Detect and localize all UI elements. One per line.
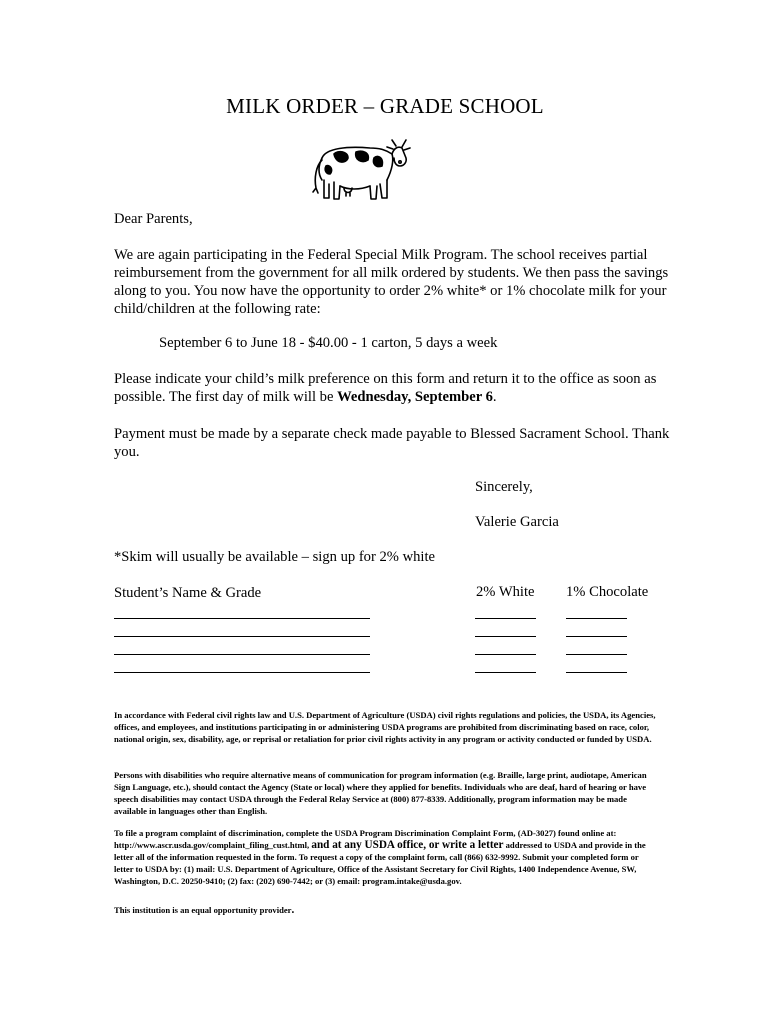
complaint-text-b: addressed to USDA and provide in the letter all of the information requested in the form. To request a copy of the complaint form, call (866) 632-9992. Submit your completed form or letter to USDA by: (1) mail: U.S. Department of Agriculture, Office of the Assistant Secretary for Civil Rights, 1400 Independence Avenue, SW, Washington, D.C. 20250-9410; (2) fax: (202) 690-7442; or (3) email: program.intake@usda.gov. — [114, 839, 646, 886]
white-milk-line[interactable] — [475, 672, 536, 673]
equal-opportunity-text: This institution is an equal opportunity provider — [114, 905, 292, 915]
white-milk-line[interactable] — [475, 618, 536, 619]
closing: Sincerely, — [475, 479, 533, 495]
preference-end: . — [492, 389, 497, 405]
white-milk-line[interactable] — [475, 636, 536, 637]
preference-text: Please indicate your child’s milk preference on this form and return it to the office as soon as possible. The first day of milk will be — [114, 371, 657, 405]
skim-note: *Skim will usually be available – sign up for 2% white — [114, 549, 436, 565]
page-title: MILK ORDER – GRADE SCHOOL — [226, 94, 544, 118]
nondiscrimination-statement: In accordance with Federal civil rights law and U.S. Department of Agriculture (USDA) civil rights regulations and policies, the USDA, its Agencies, offices, and employees, and institutions participating in or administering USDA programs are prohibited from discriminating based on race, color, national origin, sex, disability, age, or reprisal or retaliation for prior civil rights activity in any program or activity conducted or funded by USDA. — [114, 710, 656, 744]
column-header-chocolate: 1% Chocolate — [566, 584, 649, 600]
chocolate-milk-line[interactable] — [566, 636, 627, 637]
accessibility-statement: Persons with disabilities who require alternative means of communication for program information (e.g. Braille, large print, audiotape, American Sign Language, etc.), should contact the Agency (State or local) where they applied for benefits. Individuals who are deaf, hard of hearing or have speech disabilities may contact USDA through the Federal Relay Service at (800) 877-8339. Additionally, program information may be made available in languages other than English. — [114, 770, 647, 816]
rate-line: September 6 to June 18 - $40.00 - 1 carton, 5 days a week — [159, 335, 498, 351]
complaint-text-emphasis: and at any USDA office, or write a letter — [311, 838, 504, 851]
student-name-line[interactable] — [114, 654, 370, 655]
first-milk-day: Wednesday, September 6 — [337, 389, 493, 405]
chocolate-milk-line[interactable] — [566, 672, 627, 673]
intro-paragraph: We are again participating in the Federal Special Milk Program. The school receives partial reimbursement from the government for all milk ordered by students. We then pass the savings along to you. You now have the opportunity to order 2% white* or 1% chocolate milk for your child/children at the following rate: — [114, 247, 669, 317]
student-name-line[interactable] — [114, 618, 370, 619]
column-header-student: Student’s Name & Grade — [114, 585, 262, 601]
greeting: Dear Parents, — [114, 211, 193, 227]
signer-name: Valerie Garcia — [475, 514, 559, 530]
student-name-line[interactable] — [114, 636, 370, 637]
chocolate-milk-line[interactable] — [566, 618, 627, 619]
column-header-white: 2% White — [476, 584, 535, 600]
payment-paragraph: Payment must be made by a separate check made payable to Blessed Sacrament School. Thank you. — [114, 426, 670, 460]
complaint-statement — [114, 828, 659, 888]
equal-opportunity-statement — [114, 905, 659, 917]
chocolate-milk-line[interactable] — [566, 654, 627, 655]
student-name-line[interactable] — [114, 672, 370, 673]
equal-opportunity-period: . — [291, 904, 295, 916]
white-milk-line[interactable] — [475, 654, 536, 655]
cow-icon — [308, 136, 413, 204]
preference-paragraph — [114, 370, 674, 406]
complaint-text-a: To file a program complaint of discrimination, complete the USDA Program Discrimination Complaint Form, (AD-3027) found online at: http://www.ascr.usda.gov/complaint_filing_cust.html, — [114, 828, 617, 850]
